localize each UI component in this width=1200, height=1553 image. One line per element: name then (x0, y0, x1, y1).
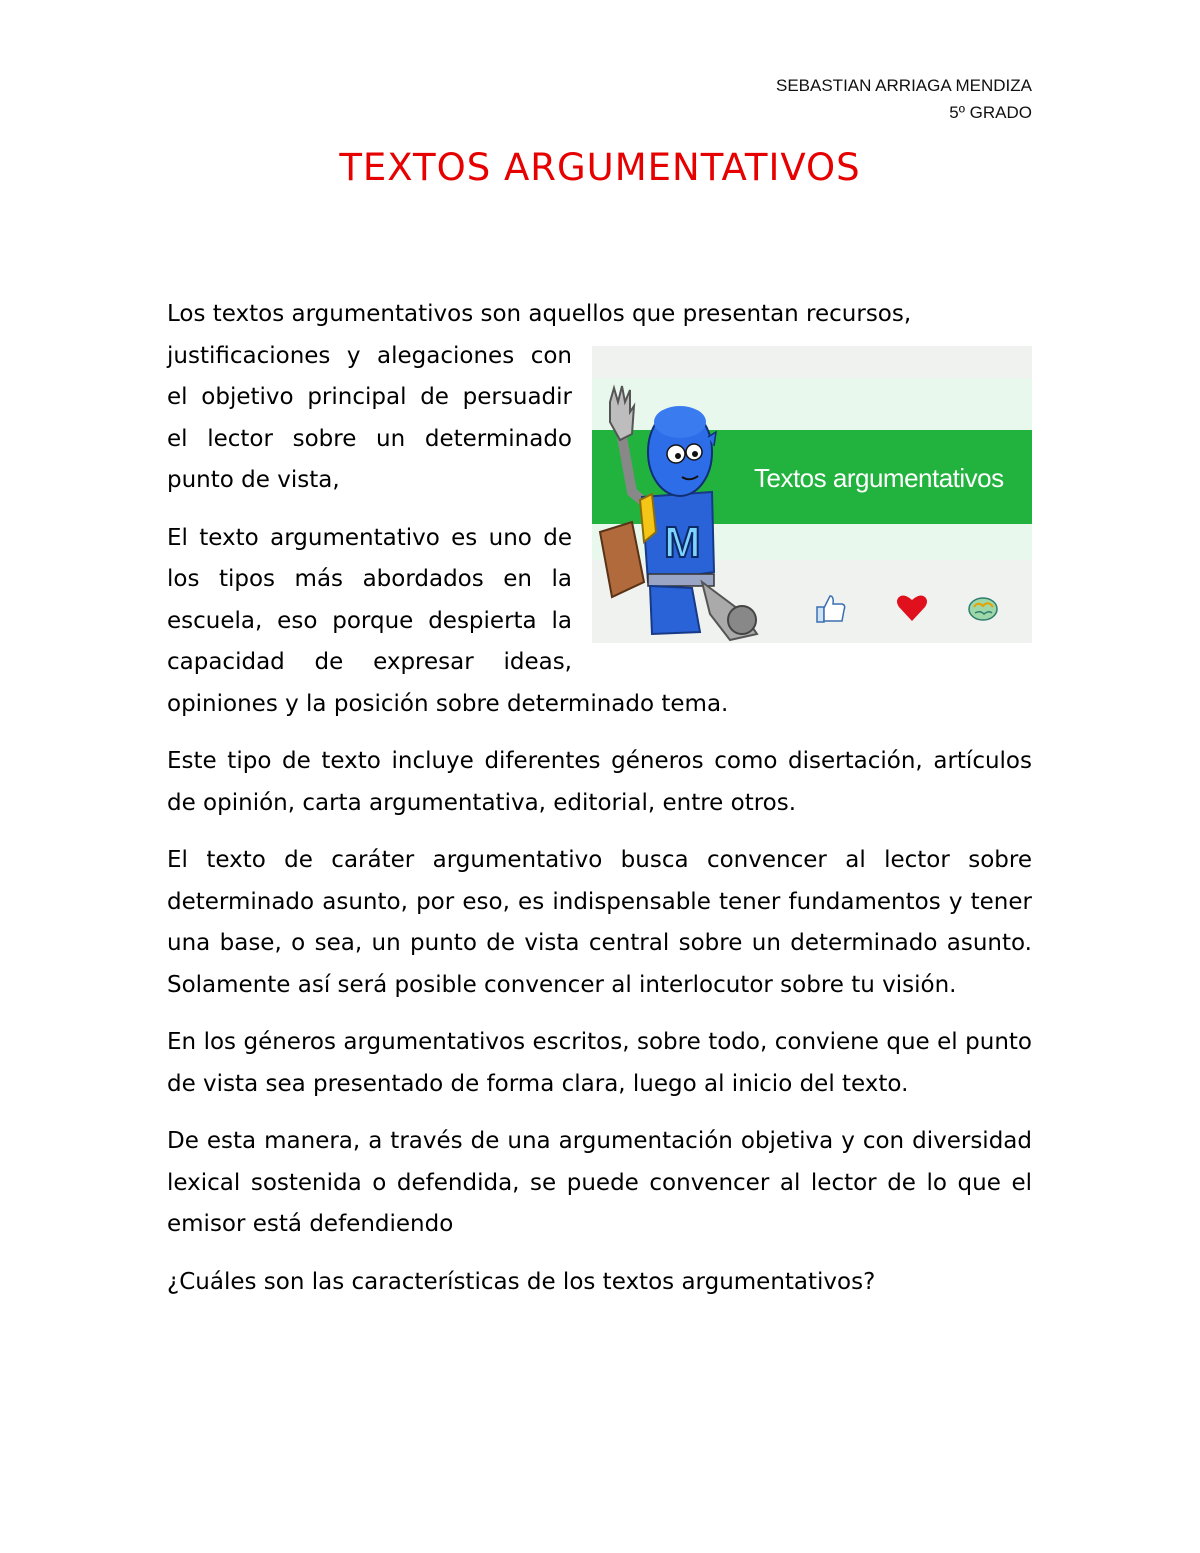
robot-letter: M (664, 517, 701, 567)
robot-mascot-image (592, 382, 772, 643)
document-body (167, 294, 1032, 1319)
paragraph-1-first-line: Los textos argumentativos son aquellos que presentan recursos, (167, 301, 912, 327)
paragraph-4: El texto de caráter argumentativo busca convencer al lector sobre determinado asunto, por eso, es indispensable tener fundamentos y tener una base, o sea, un punto de vista central sobre un determinado asunto. Solamente así será posible convencer al interlocutor sobre tu visión. (167, 847, 1032, 998)
heart-icon (895, 591, 929, 625)
illustration-banner (592, 346, 1032, 643)
banner-title: Textos argumentativos (754, 462, 1004, 493)
paragraph-5: En los géneros argumentativos escritos, sobre todo, conviene que el punto de vista sea presentado de forma clara, luego al inicio del texto. (167, 1029, 1032, 1097)
paragraph-7-question: ¿Cuáles son las características de los textos argumentativos? (167, 1268, 876, 1295)
brain-icon (966, 591, 1000, 625)
author-name: SEBASTIAN ARRIAGA MENDIZA (775, 76, 1032, 95)
thumbs-up-icon (814, 592, 848, 626)
paragraph-6: De esta manera, a través de una argumentación objetiva y con diversidad lexical sostenida o defendida, se puede convencer al lector de lo que el emisor está defendiendo (167, 1128, 1032, 1237)
document-title: TEXTOS ARGUMENTATIVOS (339, 146, 861, 189)
grade-label: 5º GRADO (949, 103, 1032, 122)
paragraph-1: justificaciones y alegaciones con el objetivo principal de persuadir el lector sobre un determinado punto de vista, (167, 342, 572, 493)
paragraph-2: El texto argumentativo es uno de los tipos más abordados en la escuela, eso porque despierta la capacidad de expresar ideas, opiniones y la posición sobre determinado tema. (167, 524, 729, 717)
header (776, 72, 1032, 126)
paragraph-3: Este tipo de texto incluye diferentes géneros como disertación, artículos de opinión, carta argumentativa, editorial, entre otros. (167, 748, 1032, 816)
